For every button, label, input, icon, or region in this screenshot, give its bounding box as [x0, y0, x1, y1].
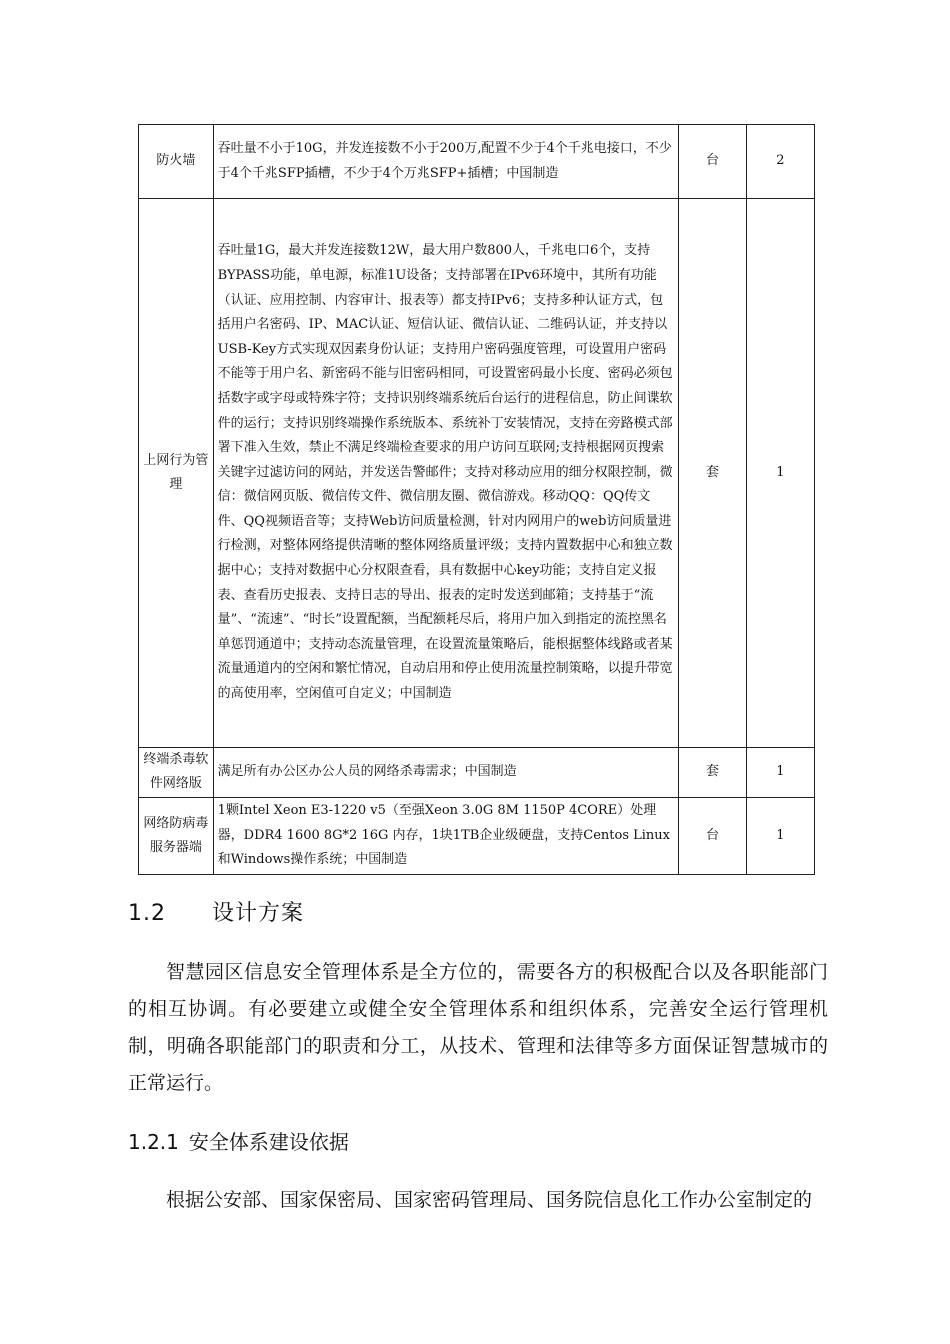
item-spec-cell: 满足所有办公区办公人员的网络杀毒需求；中国制造: [213, 748, 679, 798]
item-quantity-cell: 1: [746, 199, 814, 748]
table-row: [139, 199, 815, 748]
item-name-cell: 防火墙: [139, 125, 214, 199]
item-unit-cell: 套: [679, 748, 746, 798]
item-name-cell: 网络防病毒服务器端: [139, 798, 214, 875]
equipment-spec-table: [138, 124, 815, 875]
item-spec-cell: 1颗Intel Xeon E3-1220 v5（至强Xeon 3.0G 8M 1150P 4CORE）处理器，DDR4 1600 8G*2 16G 内存，1块1TB企业级硬盘，支持Centos Linux和Windows操作系统；中国制造: [213, 798, 679, 875]
section-title: 设计方案: [212, 901, 305, 926]
item-quantity-cell: 1: [746, 748, 814, 798]
section-number: 1.2: [128, 901, 166, 926]
subsection-paragraph: 根据公安部、国家保密局、国家密码管理局、国务院信息化工作办公室制定的: [166, 1189, 813, 1211]
item-name-cell: 终端杀毒软件网络版: [139, 748, 214, 798]
item-quantity-cell: 1: [746, 798, 814, 875]
table-row: [139, 798, 815, 875]
item-unit-cell: 台: [679, 125, 746, 199]
item-unit-cell: 套: [679, 199, 746, 748]
subsection-title: 安全体系建设依据: [188, 1130, 349, 1154]
item-unit-cell: 台: [679, 798, 746, 875]
item-spec-cell: 吞吐量不小于10G，并发连接数不小于200万,配置不少于4个千兆电接口，不少于4个千兆SFP插槽，不少于4个万兆SFP+插槽；中国制造: [213, 125, 679, 199]
item-spec-cell: 吞吐量1G，最大并发连接数12W，最大用户数800人，千兆电口6个，支持BYPASS功能，单电源，标准1U设备；支持部署在IPv6环境中，其所有功能（认证、应用控制、内容审计、报表等）都支持IPv6；支持多种认证方式，包括用户名密码、IP、MAC认证、短信认证、微信认证、二维码认证，并支持以USB-Key方式实现双因素身份认证；支持用户密码强度管理，可设置用户密码不能等于用户名、新密码不能与旧密码相同，可设置密码最小长度、密码必须包括数字或字母或特殊字符；支持识别终端系统后台运行的进程信息，防止间谍软件的运行；支持识别终端操作系统版本、系统补丁安装情况，支持在旁路模式部署下准入生效，禁止不满足终端检查要求的用户访问互联网;支持根据网页搜索关键字过滤访问的网站，并发送告警邮件；支持对移动应用的细分权限控制，微信：微信网页版、微信传文件、微信朋友圈、微信游戏。移动QQ：QQ传文件、QQ视频语音等；支持Web访问质量检测，针对内网用户的web访问质量进行检测，对整体网络提供清晰的整体网络质量评级；支持内置数据中心和独立数据中心；支持对数据中心分权限查看，具有数据中心key功能；支持自定义报表、查看历史报表、支持日志的导出、报表的定时发送到邮箱；支持基于“流量”、“流速”、“时长”设置配额，当配额耗尽后，将用户加入到指定的流控黑名单惩罚通道中；支持动态流量管理，在设置流量策略后，能根据整体线路或者某流量通道内的空闲和繁忙情况，自动启用和停止使用流量控制策略，以提升带宽的高使用率，空闲值可自定义；中国制造: [213, 199, 679, 748]
section-paragraph: 智慧园区信息安全管理体系是全方位的，需要各方的积极配合以及各职能部门的相互协调。有必要建立或健全安全管理体系和组织体系，完善安全运行管理机制，明确各职能部门的职责和分工，从技术、管理和法律等多方面保证智慧城市的正常运行。: [128, 961, 828, 1094]
section-heading: [128, 896, 304, 927]
subsection-number: 1.2.1: [128, 1130, 179, 1154]
table-row: [139, 125, 815, 199]
table-row: [139, 748, 815, 798]
subsection-heading: [128, 1126, 349, 1155]
item-quantity-cell: 2: [746, 125, 814, 199]
item-name-cell: 上网行为管理: [139, 199, 214, 748]
